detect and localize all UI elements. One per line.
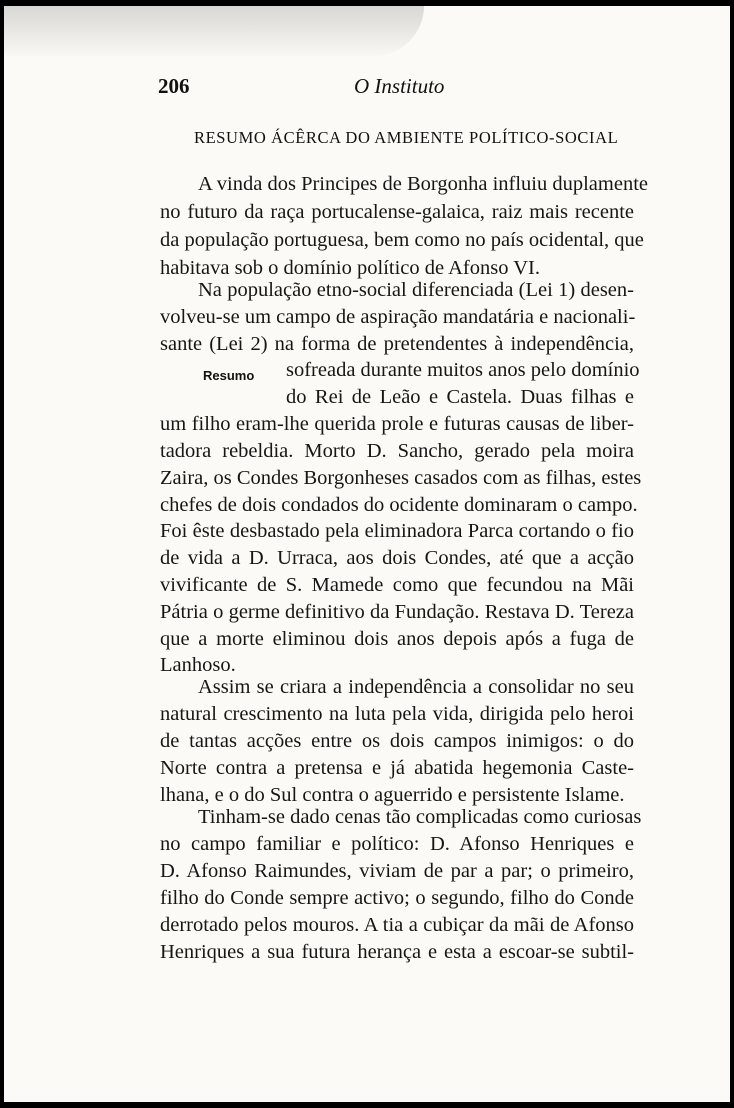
- text-line: derrotado pelos mouros. A tia a cubiçar da mãi de Afonso: [160, 914, 634, 936]
- section-title: RESUMO ÁCÊRCA DO AMBIENTE POLÍTICO-SOCIAL: [194, 128, 619, 147]
- text-line: Henriques a sua futura herança e esta a escoar-se subtil-: [160, 941, 634, 963]
- margin-note: Resumo: [203, 368, 255, 383]
- text-line: no campo familiar e político: D. Afonso Henriques e: [160, 833, 634, 855]
- text-line: no futuro da raça portucalense-galaica, raiz mais recente: [160, 201, 634, 223]
- text-line: Pátria o germe definitivo da Fundação. Restava D. Tereza: [160, 601, 634, 623]
- text-line: vivificante de S. Mamede como que fecundou na Mãi: [160, 574, 634, 596]
- book-page: [4, 6, 730, 1102]
- text-line: Na população etno-social diferenciada (Lei 1) desen-: [198, 279, 634, 301]
- text-line: Norte contra a pretensa e já abatida hegemonia Caste-: [160, 757, 634, 779]
- text-line: lhana, e o do Sul contra o aguerrido e persistente Islame.: [160, 784, 625, 806]
- text-line: Lanhoso.: [160, 654, 236, 676]
- text-line: sofreada durante muitos anos pelo domínio: [286, 359, 640, 381]
- text-line: Zaira, os Condes Borgonheses casados com as filhas, estes: [160, 467, 642, 489]
- text-line: um filho eram-lhe querida prole e futuras causas de liber-: [160, 413, 634, 435]
- text-line: filho do Conde sempre activo; o segundo, filho do Conde: [160, 887, 634, 909]
- text-line: do Rei de Leão e Castela. Duas filhas e: [286, 386, 634, 408]
- page-header: [158, 74, 628, 104]
- text-line: sante (Lei 2) na forma de pretendentes à independência,: [160, 333, 634, 355]
- text-line: que a morte eliminou dois anos depois após a fuga de: [160, 628, 634, 650]
- text-line: Foi êste desbastado pela eliminadora Parca cortando o fio: [160, 520, 634, 542]
- text-line: Assim se criara a independência a consolidar no seu: [198, 676, 634, 698]
- text-line: da população portuguesa, bem como no país ocidental, que: [160, 229, 644, 251]
- text-line: chefes de dois condados do ocidente dominaram o campo.: [160, 494, 638, 516]
- text-line: tadora rebeldia. Morto D. Sancho, gerado pela moira: [160, 440, 634, 462]
- text-line: de vida a D. Urraca, aos dois Condes, até que a acção: [160, 547, 634, 569]
- text-line: volveu-se um campo de aspiração mandatária e nacionali-: [160, 306, 636, 328]
- text-line: habitava sob o domínio político de Afonso VI.: [160, 257, 540, 279]
- text-line: A vinda dos Principes de Borgonha influiu duplamente: [198, 173, 648, 195]
- text-line: D. Afonso Raimundes, viviam de par a par; o primeiro,: [160, 860, 634, 882]
- page-number: 206: [158, 74, 190, 98]
- running-title: O Instituto: [354, 74, 445, 98]
- text-line: de tantas acções entre os dois campos inimigos: o do: [160, 730, 634, 752]
- text-line: natural crescimento na luta pela vida, dirigida pelo heroi: [160, 703, 634, 725]
- scan-shadow: [4, 6, 424, 56]
- text-line: Tinham-se dado cenas tão complicadas como curiosas: [198, 806, 642, 828]
